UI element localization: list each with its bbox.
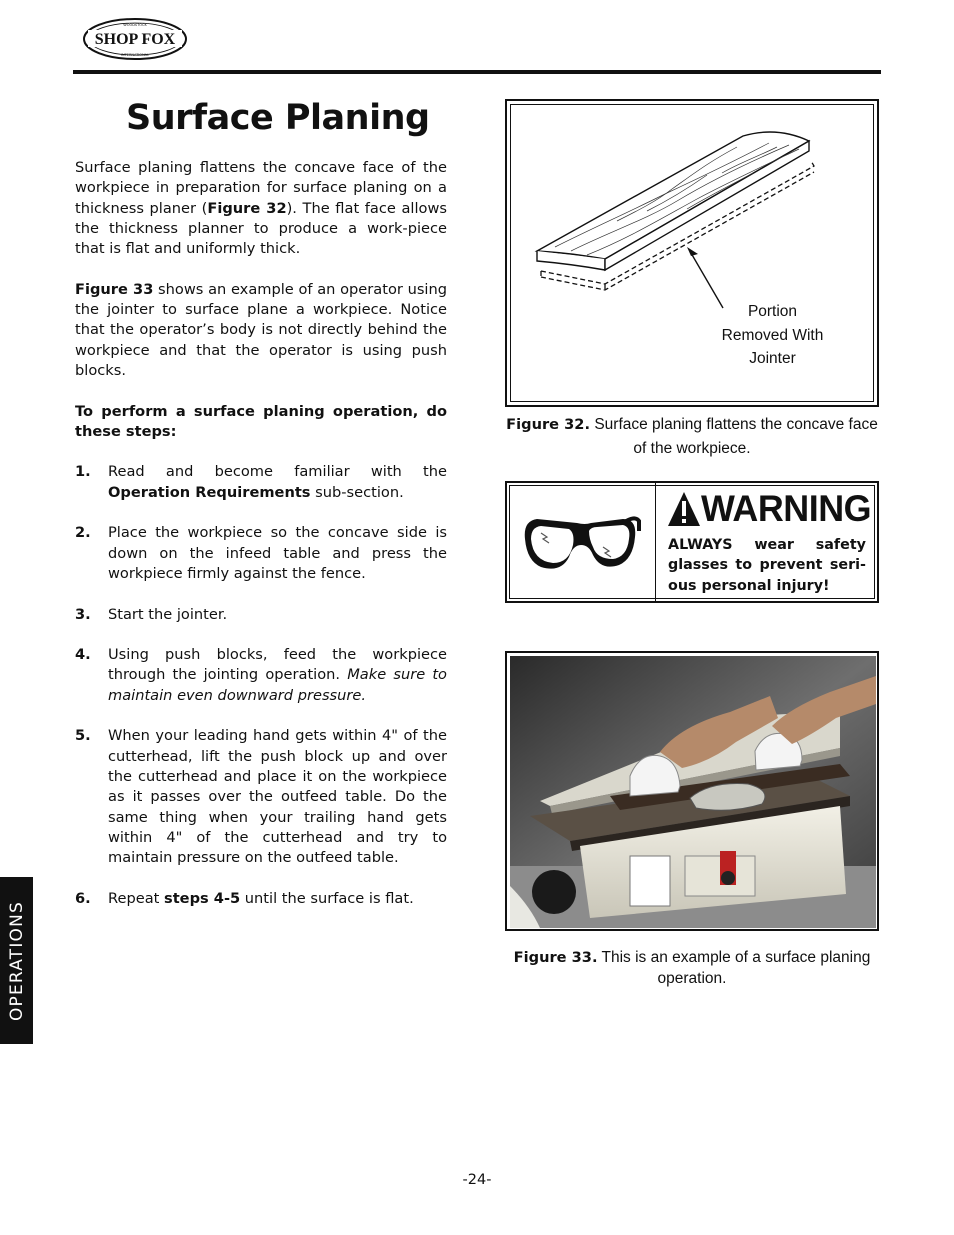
step-1: 1. Read and become familiar with the Operation Requirements sub-section.: [75, 463, 447, 501]
warning-header: [667, 489, 876, 529]
step-2: 2. Place the workpiece so the concave side is down on the infeed table and press the workpiece firmly against the fence.: [75, 524, 447, 582]
figure-32-label: Portion Removed With Jointer: [721, 303, 824, 367]
step-3: 3. Start the jointer.: [75, 605, 228, 623]
svg-text:INTERNATIONAL: INTERNATIONAL: [120, 53, 150, 57]
figure-33-caption: Figure 33. This is an example of a surface planing operation.: [513, 949, 871, 987]
safety-glasses-icon: [519, 501, 641, 583]
warning-text: ALWAYS wear safety glasses to prevent seri-ous personal injury!: [668, 537, 866, 594]
page-number: -24-: [462, 1172, 492, 1188]
figure-33-photo: [505, 651, 879, 931]
shop-fox-logo: [82, 17, 188, 61]
warning-triangle-icon: [667, 490, 701, 528]
body-text: [75, 158, 447, 929]
page-title: Surface Planing: [126, 98, 430, 138]
step-6: 6. Repeat steps 4-5 until the surface is flat.: [75, 889, 414, 907]
header-rule: [73, 70, 881, 74]
steps-heading: To perform a surface planing operation, do these steps:: [75, 402, 447, 440]
steps-list: [75, 462, 447, 909]
warning-word: WARNING: [701, 488, 872, 529]
logo-text: SHOP FOX: [94, 31, 176, 48]
step-4: 4. Using push blocks, feed the workpiece through the jointing operation. Make sure to maintain even downward pressure.: [75, 646, 447, 704]
intro-paragraph-2: Figure 33 shows an example of an operator using the jointer to surface plane a workpiece. Notice that the operator’s body is not directly behind the workpiece and that the operator is using push blocks.: [75, 280, 447, 379]
intro-paragraph-1: Surface planing flattens the concave face of the workpiece in preparation for surface planing on a thickness planer (Figure 32). The flat face allows the thickness planner to produce a work-piece that is flat and uniformly thick.: [75, 159, 447, 258]
warning-box: [505, 481, 879, 603]
side-tab-label: OPERATIONS: [6, 900, 27, 1021]
step-5: 5. When your leading hand gets within 4" of the cutterhead, lift the push block up and over the cutterhead and place it on the workpiece as it passes over the outfeed table. Do the same thing when your trailing hand gets within 4" of the cutterhead and try to maintain pressure on the outfeed table.: [75, 727, 447, 867]
svg-text:WOODSTOCK: WOODSTOCK: [123, 23, 147, 27]
section-side-tab: [0, 877, 33, 1044]
figure-32-caption: Figure 32. Surface planing flattens the concave face of the workpiece.: [506, 416, 878, 457]
